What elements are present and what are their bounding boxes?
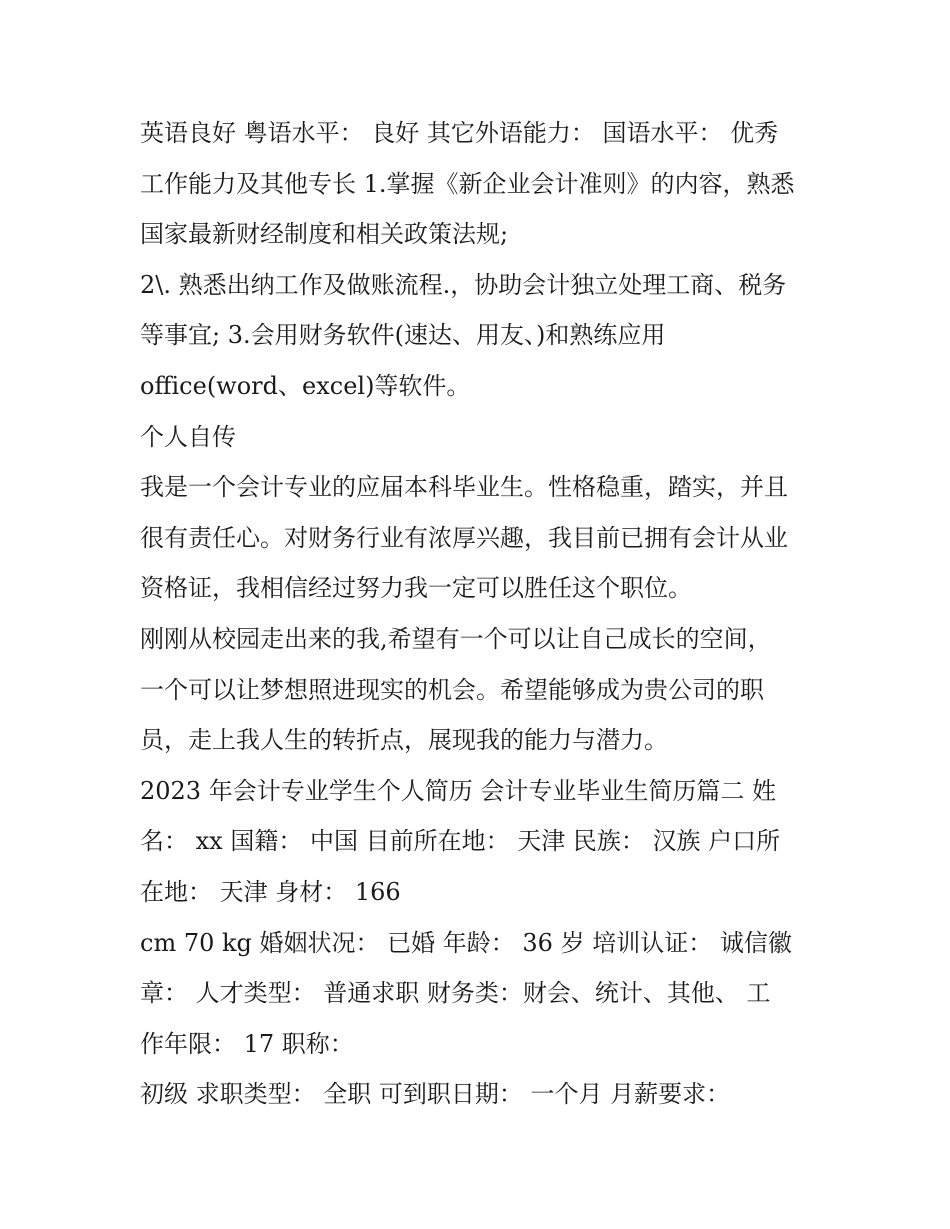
- text-line: 员，走上我人生的转折点，展现我的能力与潜力。: [140, 726, 668, 755]
- text-line: 2023 年会计专业学生个人简历 会计专业毕业生简历篇二 姓: [140, 776, 776, 805]
- text-line: 国家最新财经制度和相关政策法规;: [140, 220, 509, 249]
- text-line: 2\. 熟悉出纳工作及做账流程.，协助会计独立处理工商、税务: [140, 270, 787, 299]
- text-line: 一个可以让梦想照进现实的机会。希望能够成为贵公司的职: [140, 675, 764, 704]
- text-line: 我是一个会计专业的应届本科毕业生。性格稳重，踏实，并且: [140, 473, 788, 502]
- text-line: 工作能力及其他专长 1.掌握《新企业会计准则》的内容，熟悉: [140, 169, 795, 198]
- text-line: 英语良好 粤语水平： 良好 其它外语能力： 国语水平： 优秀: [140, 119, 779, 147]
- text-line: 作年限： 17 职称：: [140, 1029, 354, 1058]
- text-line: 在地： 天津 身材： 166: [140, 877, 401, 906]
- text-line: 章： 人才类型： 普通求职 财务类：财会、统计、其他、 工: [140, 979, 771, 1008]
- text-line: cm 70 kg 婚姻状况： 已婚 年龄： 36 岁 培训认证： 诚信徽: [140, 928, 792, 957]
- text-line: 等事宜; 3.会用财务软件(速达、用友、)和熟练应用: [140, 321, 666, 350]
- text-line: 名： xx 国籍： 中国 目前所在地： 天津 民族： 汉族 户口所: [140, 827, 781, 856]
- text-line: 刚刚从校园走出来的我,希望有一个可以让自己成长的空间，: [140, 624, 772, 653]
- section-heading: 个人自传: [140, 422, 236, 451]
- text-line: 很有责任心。对财务行业有浓厚兴趣，我目前已拥有会计从业: [140, 523, 788, 552]
- text-line: 初级 求职类型： 全职 可到职日期： 一个月 月薪要求：: [140, 1080, 731, 1109]
- document-body: [140, 108, 830, 1120]
- text-line: 资格证，我相信经过努力我一定可以胜任这个职位。: [140, 574, 692, 603]
- text-line: office(word、excel)等软件。: [140, 371, 471, 400]
